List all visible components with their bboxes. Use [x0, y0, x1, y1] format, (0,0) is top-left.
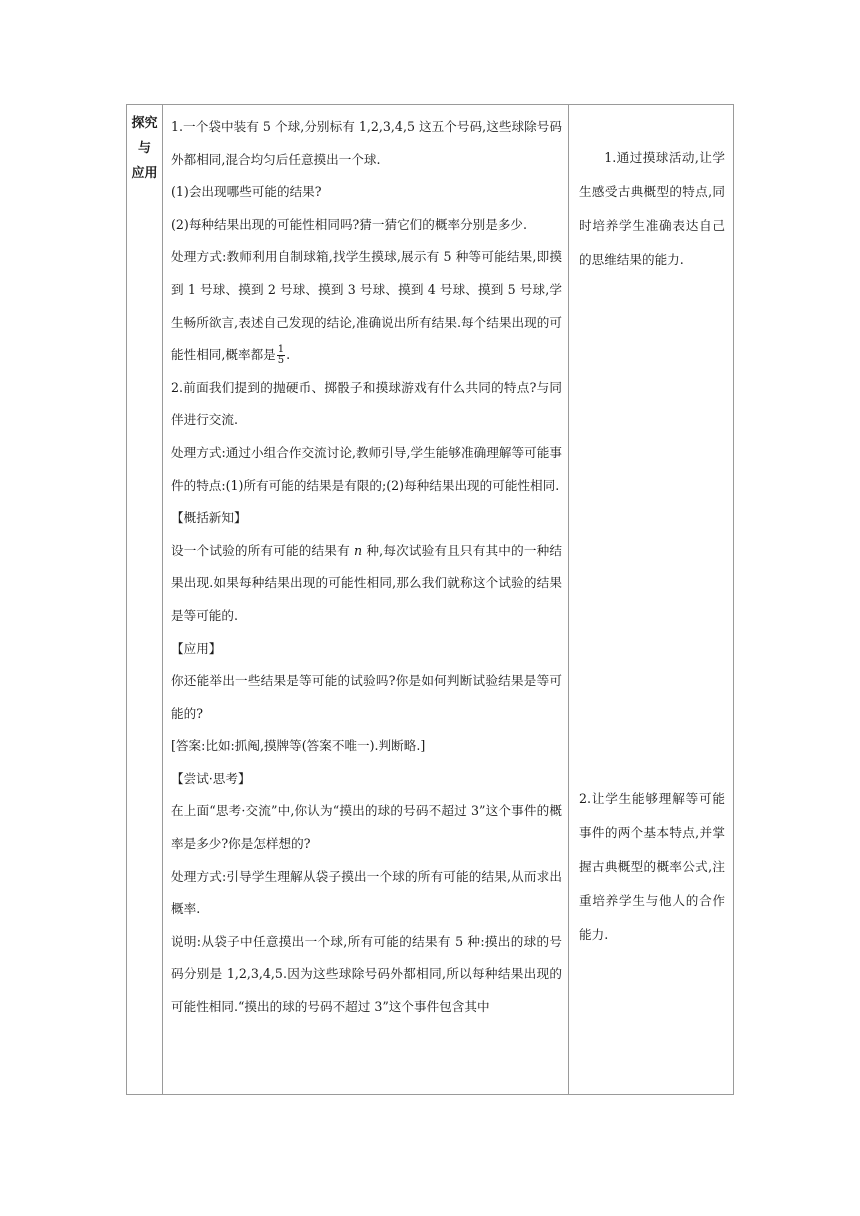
design-intent-cell [569, 105, 733, 1094]
definition-text-b: 种,每次试验有且只有其中的一种结果出现.如果每种结果出现的可能性相同,那么我们就称这个试验的结果是等可能的. [171, 542, 562, 623]
design-note-1 [579, 141, 725, 277]
main-content-cell [163, 105, 569, 1094]
fraction-one-fifth [277, 345, 285, 366]
definition-text-a: 设一个试验的所有可能的结果有 [171, 542, 355, 558]
design-note-2-text: 2.让学生能够理解等可能事件的两个基本特点,并掌握古典概型的概率公式,注重培养学生与他人的合作能力. [579, 791, 725, 942]
paragraph-answer: [答案:比如:抓阄,摸牌等(答案不唯一).判断略.] [171, 738, 426, 754]
paragraph-method-2: 处理方式:通过小组合作交流讨论,教师引导,学生能够准确理解等可能事件的特点:(1)所有可能的结果是有限的;(2)每种结果出现的可能性相同. [171, 444, 562, 493]
paragraph-method-1 [171, 241, 562, 371]
heading-summary: 【概括新知】 [171, 510, 247, 526]
section-label-line-3: 应用 [131, 166, 158, 181]
fraction-denominator: 5 [277, 355, 285, 367]
paragraph-application-question: 你还能举出一些结果是等可能的试验吗?你是如何判断试验结果是等可能的? [171, 673, 562, 721]
section-label-line-2: 与 [137, 141, 151, 156]
design-note-1-text: 1.通过摸球活动,让学生感受古典概型的特点,同时培养学生准确表达自己的思维结果的能力. [579, 150, 725, 267]
paragraph-definition [171, 535, 562, 633]
heading-application: 【应用】 [171, 640, 222, 656]
method-1-text: 处理方式:教师利用自制球箱,找学生摸球,展示有 5 种等可能结果,即摸到 1 号球、摸到 2 号球、摸到 3 号球、摸到 4 号球、摸到 5 号球,学生畅所欲言,表述自己发现的结论,准确说出所有结果.每个结果出现的可能性相同,概率都是 [171, 249, 562, 363]
paragraph-question-2: 2.前面我们提到的抛硬币、掷骰子和摸球游戏有什么共同的特点?与同伴进行交流. [171, 379, 562, 428]
paragraph-question-1: 1.一个袋中装有 5 个球,分别标有 1,2,3,4,5 这五个号码,这些球除号码外都相同,混合均匀后任意摸出一个球. [171, 119, 562, 167]
paragraph-method-3: 处理方式:引导学生理解从袋子摸出一个球的所有可能的结果,从而求出概率. [171, 868, 562, 917]
lesson-table [126, 104, 734, 1095]
paragraph-subquestion-1: (1)会出现哪些可能的结果? [171, 184, 322, 200]
method-1-end: . [286, 347, 291, 363]
paragraph-subquestion-2: (2)每种结果出现的可能性相同吗?猜一猜它们的概率分别是多少. [171, 216, 528, 232]
paragraph-explanation: 说明:从袋子中任意摸出一个球,所有可能的结果有 5 种:摸出的球的号码分别是 1,2,3,4,5.因为这些球除号码外都相同,所以每种结果出现的可能性相同.“摸出的球的号码不超过 3”这个事件包含其中 [171, 933, 562, 1015]
paragraph-try-question: 在上面“思考·交流”中,你认为“摸出的球的号码不超过 3”这个事件的概率是多少?你是怎样想的? [171, 803, 562, 852]
heading-try-think: 【尝试·思考】 [171, 770, 251, 786]
fraction-numerator: 1 [277, 344, 285, 356]
design-note-2 [579, 782, 725, 952]
section-label-cell [127, 105, 163, 1094]
section-label-line-1: 探究 [131, 116, 158, 131]
variable-n: n [354, 542, 363, 558]
